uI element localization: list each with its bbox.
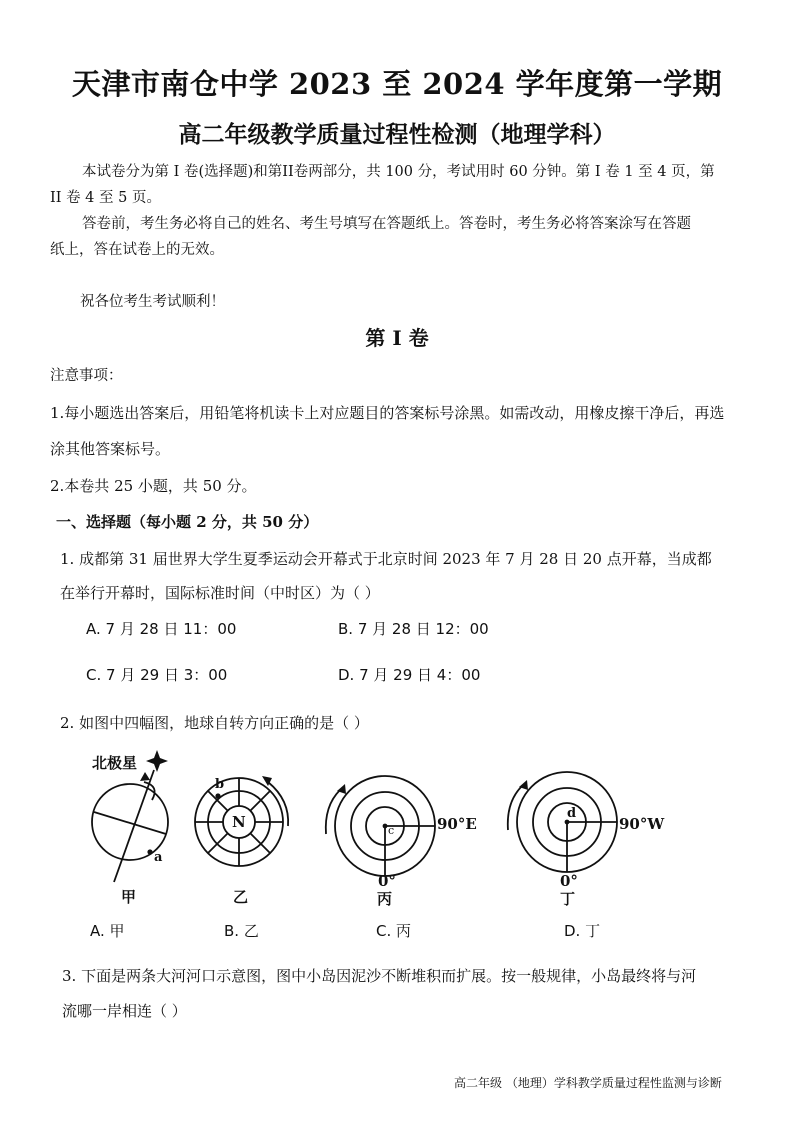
- longitude-90e-label: 90°E: [437, 815, 477, 833]
- q1-option-b: B. 7 月 28 日 12：00: [338, 620, 489, 638]
- q2-option-a: A. 甲: [90, 922, 125, 940]
- exam-subtitle: 高二年级教学质量过程性检测（地理学科）: [178, 121, 616, 148]
- point-d-label: d: [567, 806, 577, 821]
- figure-label-jia: 甲: [121, 888, 137, 906]
- rotation-arrow-yi: [268, 782, 288, 826]
- point-a-dot: [147, 849, 152, 854]
- q2-option-d: D. 丁: [564, 922, 601, 940]
- question-3-line-2: 流哪一岸相连（ ）: [62, 1002, 187, 1020]
- earth-circle-jia: [92, 784, 168, 860]
- question-3-line-1: 3. 下面是两条大河河口示意图，图中小岛因泥沙不断堆积而扩展。按一般规律，小岛最终将与河: [62, 967, 697, 985]
- polaris-star-icon: [146, 750, 168, 772]
- intro-line-2: II 卷 4 至 5 页。: [50, 190, 161, 206]
- q2-option-b: B. 乙: [224, 922, 259, 940]
- exam-title: 天津市南仓中学 2023 至 2024 学年度第一学期: [71, 67, 723, 101]
- note-1-line-2: 涂其他答案标号。: [50, 440, 171, 458]
- q1-option-c: C. 7 月 29 日 3：00: [86, 666, 228, 684]
- longitude-90w-label: 90°W: [619, 815, 665, 833]
- q2-option-c: C. 丙: [376, 922, 412, 940]
- notes-title: 注意事项：: [50, 368, 123, 384]
- intro-line-1: 本试卷分为第 I 卷(选择题)和第II卷两部分，共 100 分，考试用时 60 分钟。第 I 卷 1 至 4 页，第: [82, 164, 715, 180]
- earth-axis-jia: [114, 770, 154, 882]
- north-pole-label: N: [232, 813, 246, 831]
- question-1-line-2: 在举行开幕时，国际标准时间（中时区）为（ ）: [60, 584, 380, 602]
- point-c-dot: [383, 824, 388, 829]
- point-b-dot: [215, 793, 220, 798]
- note-2: 2.本卷共 25 小题，共 50 分。: [50, 477, 257, 495]
- point-c-label: c: [388, 824, 395, 837]
- intro-line-3: 答卷前，考生务必将自己的姓名、考生号填写在答题纸上。答卷时，考生务必将答案涂写在答题: [82, 216, 691, 232]
- point-a-label: a: [154, 850, 163, 865]
- arrow-head-jia: [140, 772, 150, 781]
- figure-bing: [326, 776, 435, 876]
- figure-label-yi: 乙: [233, 888, 249, 906]
- polaris-label: 北极星: [92, 754, 138, 772]
- zero-meridian-label-ding: 0°: [560, 872, 578, 890]
- question-1-line-1: 1. 成都第 31 届世界大学生夏季运动会开幕式于北京时间 2023 年 7 月 28 日 20 点开幕，当成都: [60, 550, 712, 568]
- figure-ding: [508, 772, 617, 872]
- note-1-line-1: 1.每小题选出答案后，用铅笔将机读卡上对应题目的答案标号涂黑。如需改动，用橡皮擦干净后，再选: [50, 404, 725, 422]
- equator-line-jia: [94, 812, 166, 834]
- zero-meridian-label-bing: 0°: [378, 872, 396, 890]
- figure-label-ding: 丁: [560, 890, 576, 908]
- figure-label-bing: 丙: [377, 890, 393, 908]
- q1-option-a: A. 7 月 28 日 11：00: [86, 620, 237, 638]
- point-b-label: b: [215, 777, 225, 792]
- part-title: 一、选择题（每小题 2 分，共 50 分）: [56, 513, 319, 531]
- section-title: 第 I 卷: [365, 326, 429, 350]
- question-2-line-1: 2. 如图中四幅图，地球自转方向正确的是（ ）: [60, 714, 369, 732]
- q1-option-d: D. 7 月 29 日 4：00: [338, 666, 481, 684]
- page-footer: 高二年级 （地理）学科教学质量过程性监测与诊断: [454, 1076, 722, 1090]
- intro-line-4: 纸上，答在试卷上的无效。: [50, 242, 224, 258]
- good-luck-text: 祝各位考生考试顺利！: [80, 294, 225, 310]
